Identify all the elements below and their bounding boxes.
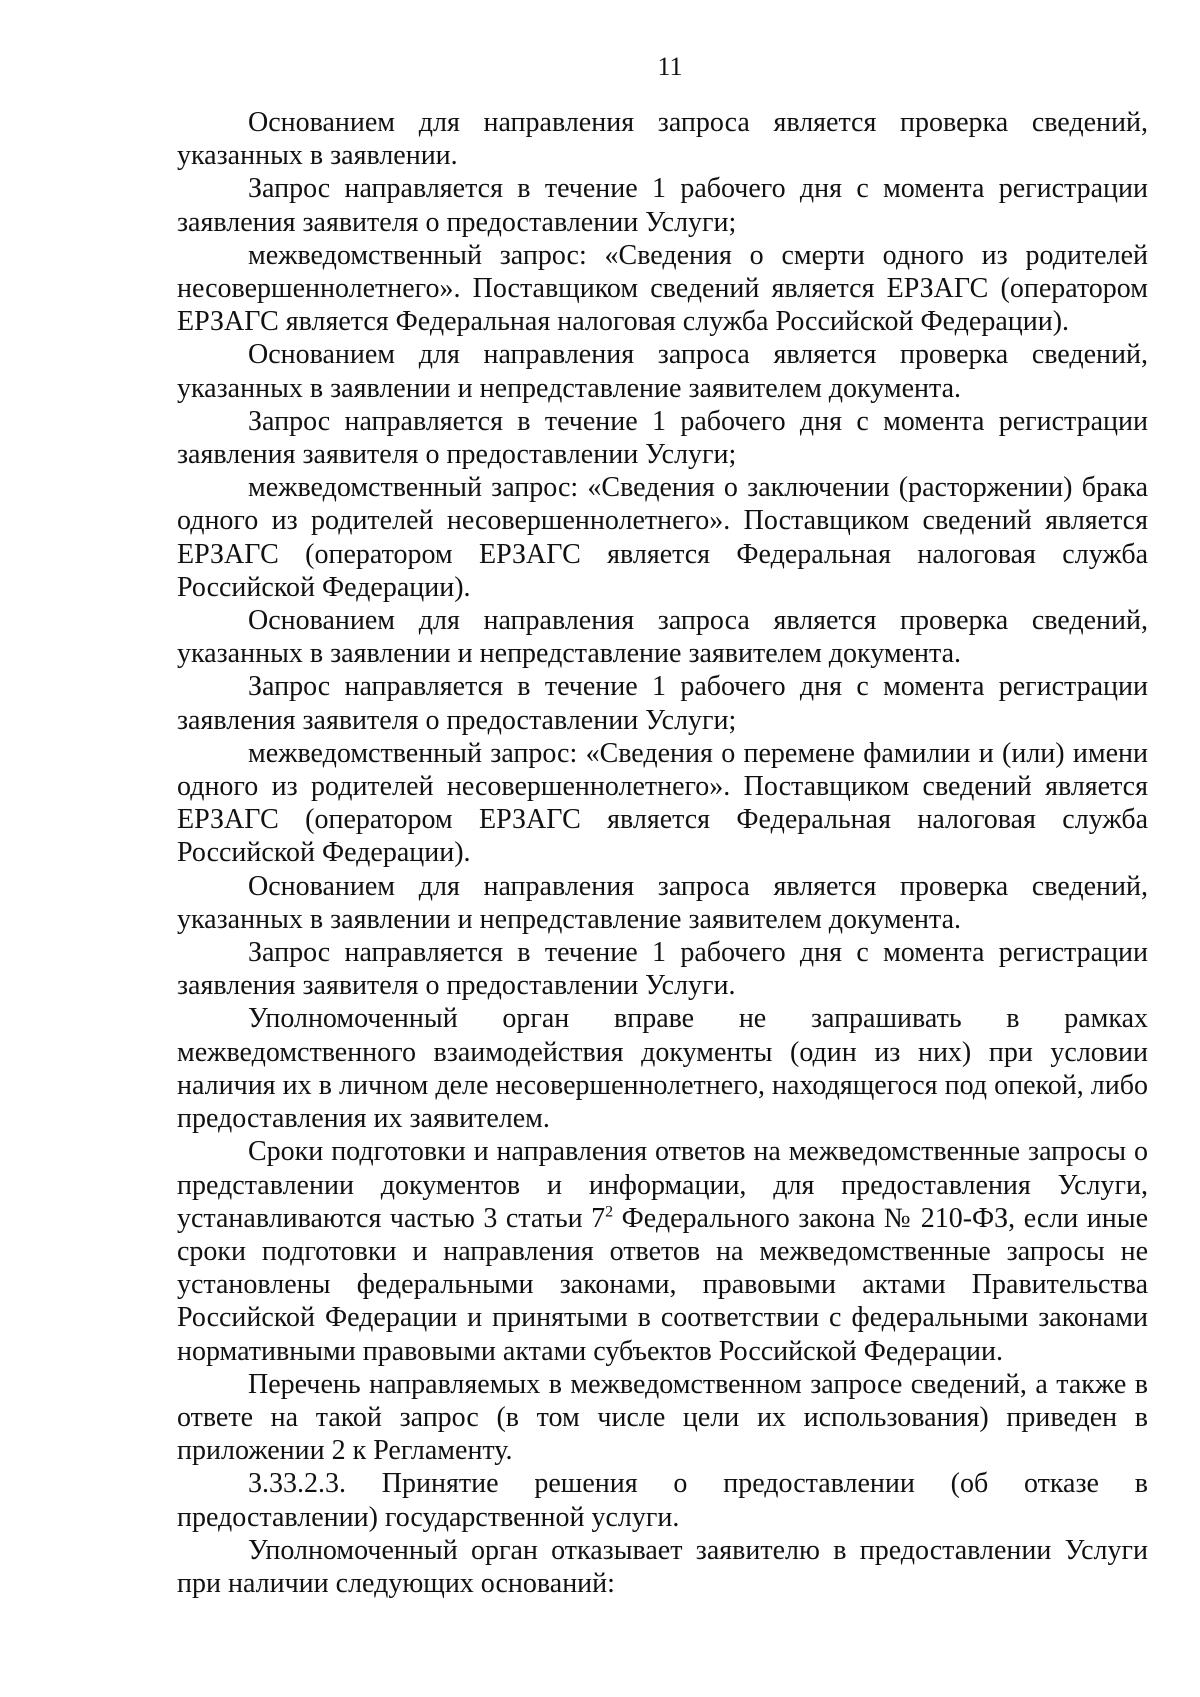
paragraph: Основанием для направления запроса является проверка сведений, указанных в заявлении.: [177, 107, 1148, 172]
deadlines-text-before: Сроки подготовки и направления ответов на межведомственные запросы о представлении документов и информации, для предоставления Услуги, устанавливаются частью 3 статьи 7: [177, 1136, 1148, 1234]
document-body: [177, 106, 1148, 1600]
paragraph: межведомственный запрос: «Сведения о смерти одного из родителей несовершеннолетнего». Поставщиком сведений является ЕРЗАГС (оператором ЕРЗАГС является Федеральная налоговая служба Российской Федерации).: [177, 239, 1148, 338]
paragraph: Запрос направляется в течение 1 рабочего дня с момента регистрации заявления заявителя о предоставлении Услуги;: [177, 671, 1148, 736]
paragraph: Уполномоченный орган отказывает заявителю в предоставлении Услуги при наличии следующих оснований:: [177, 1534, 1148, 1599]
paragraph: Запрос направляется в течение 1 рабочего дня с момента регистрации заявления заявителя о предоставлении Услуги;: [177, 173, 1148, 238]
deadlines-text-after: Федерального закона № 210-ФЗ, если иные сроки подготовки и направления ответов на межведомственные запросы не установлены федеральными законами, правовыми актами Правительства Российской Федерации и принятыми в соответствии с федеральными законами нормативными правовыми актами субъектов Российской Федерации.: [177, 1202, 1148, 1367]
page-number: 11: [657, 52, 683, 81]
paragraph: Основанием для направления запроса является проверка сведений, указанных в заявлении и непредставление заявителем документа.: [177, 605, 1148, 670]
paragraph: межведомственный запрос: «Сведения о перемене фамилии и (или) имени одного из родителей несовершеннолетнего». Поставщиком сведений является ЕРЗАГС (оператором ЕРЗАГС является Федеральная налоговая служба Российской Федерации).: [177, 737, 1148, 869]
paragraph: межведомственный запрос: «Сведения о заключении (расторжении) брака одного из родителей несовершеннолетнего». Поставщиком сведений является ЕРЗАГС (оператором ЕРЗАГС является Федеральная налоговая служба Российской Федерации).: [177, 472, 1148, 603]
deadlines-paragraph: [177, 1135, 1148, 1367]
paragraph: Запрос направляется в течение 1 рабочего дня с момента регистрации заявления заявителя о предоставлении Услуги.: [177, 937, 1148, 1002]
paragraph: Перечень направляемых в межведомственном запросе сведений, а также в ответе на такой запрос (в том числе цели их использования) приведен в приложении 2 к Регламенту.: [177, 1368, 1148, 1467]
paragraph: Запрос направляется в течение 1 рабочего дня с момента регистрации заявления заявителя о предоставлении Услуги;: [177, 405, 1148, 471]
paragraph: Основанием для направления запроса является проверка сведений, указанных в заявлении и непредставление заявителем документа.: [177, 870, 1148, 935]
paragraph: Основанием для направления запроса является проверка сведений, указанных в заявлении и непредставление заявителем документа.: [177, 339, 1148, 404]
section-heading-3-33-2-3: 3.33.2.3. Принятие решения о предоставлении (об отказе в предоставлении) государственной услуги.: [177, 1468, 1148, 1533]
article-superscript: 2: [605, 1203, 614, 1221]
paragraph: Уполномоченный орган вправе не запрашивать в рамках межведомственного взаимодействия документы (один из них) при условии наличия их в личном деле несовершеннолетнего, находящегося под опекой, либо предоставления их заявителем.: [177, 1003, 1148, 1135]
